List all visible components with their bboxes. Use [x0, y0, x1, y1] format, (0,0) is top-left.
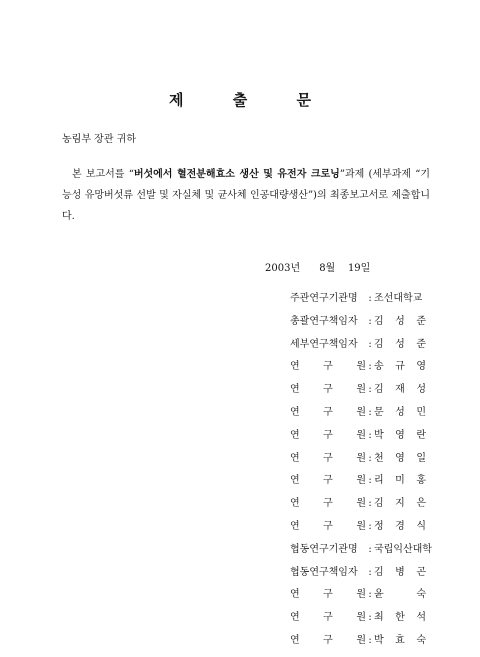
staff-row [290, 429, 432, 452]
staff-colon: : [368, 543, 372, 555]
staff-row [290, 497, 432, 520]
staff-role: 연 구 원 [290, 634, 366, 646]
staff-row [290, 338, 432, 361]
submission-date [265, 259, 370, 274]
staff-row [290, 634, 432, 657]
staff-role: 연 구 원 [290, 475, 366, 487]
recipient-line: 농림부 장관 귀하 [62, 134, 136, 145]
staff-colon: : [368, 634, 372, 646]
staff-role: 연 구 원 [290, 384, 366, 396]
staff-colon: : [368, 566, 372, 578]
staff-row [290, 566, 432, 589]
staff-colon: : [368, 589, 372, 601]
staff-colon: : [368, 315, 372, 327]
staff-name: 박 영 란 [374, 429, 426, 441]
staff-role: 연 구 원 [290, 612, 366, 624]
staff-role: 연 구 원 [290, 361, 366, 373]
staff-role: 총괄연구책임자 [290, 315, 358, 327]
date-month: 8월 [319, 263, 336, 274]
submission-statement [62, 164, 430, 227]
staff-role: 연 구 원 [290, 429, 366, 441]
staff-colon: : [368, 293, 372, 304]
staff-colon: : [368, 361, 372, 373]
statement-prefix: 본 보고서를 “ [72, 169, 134, 180]
project-title: 버섯에서 혈전분해효소 생산 및 유전자 크로닝 [133, 169, 340, 180]
staff-name: 정 경 식 [374, 520, 426, 532]
staff-name: 김 재 성 [374, 384, 426, 396]
staff-name: 리 미 홍 [374, 475, 426, 487]
staff-name: 송 규 영 [374, 361, 426, 373]
staff-row [290, 543, 432, 566]
staff-colon: : [368, 429, 372, 441]
staff-name: 천 영 일 [374, 452, 426, 464]
staff-role: 연 구 원 [290, 406, 366, 418]
staff-row [290, 292, 432, 315]
staff-row [290, 520, 432, 543]
staff-role: 연 구 원 [290, 498, 366, 510]
staff-name: 문 성 민 [374, 406, 426, 418]
staff-colon: : [368, 475, 372, 487]
date-day: 19일 [347, 263, 371, 274]
staff-name: 김 병 곤 [374, 566, 426, 578]
document-title: 제 출 문 [169, 91, 333, 109]
staff-name: 조선대학교 [374, 293, 423, 304]
staff-colon: : [368, 384, 372, 396]
staff-name: 김 성 준 [374, 338, 426, 350]
staff-colon: : [368, 612, 372, 624]
staff-name: 김 지 은 [374, 498, 426, 510]
staff-name: 윤 숙 [374, 589, 426, 601]
staff-colon: : [368, 520, 372, 532]
staff-list [290, 292, 432, 657]
staff-row [290, 474, 432, 497]
staff-role: 협동연구기관명 [290, 543, 358, 555]
staff-role: 세부연구책임자 [290, 338, 358, 350]
staff-name: 박 효 숙 [374, 634, 426, 646]
date-year: 2003년 [265, 263, 301, 274]
staff-role: 연 구 원 [290, 520, 366, 532]
staff-row [290, 315, 432, 338]
statement-suffix: ”과제 (세부과제 “기능성 유망버섯류 선발 및 자실체 및 균사체 인공대량생산”)의 최종보고서로 제출합니다. [62, 169, 430, 222]
staff-name: 김 성 준 [374, 315, 426, 327]
staff-name: 국립익산대학 [374, 543, 432, 555]
staff-colon: : [368, 338, 372, 350]
staff-colon: : [368, 406, 372, 418]
staff-name: 최 한 석 [374, 612, 426, 624]
staff-colon: : [368, 498, 372, 510]
staff-row [290, 611, 432, 634]
staff-row [290, 588, 432, 611]
staff-row [290, 383, 432, 406]
staff-role: 연 구 원 [290, 452, 366, 464]
staff-role: 연 구 원 [290, 589, 366, 601]
staff-row [290, 360, 432, 383]
staff-role: 협동연구책임자 [290, 566, 358, 578]
staff-role: 주관연구기관명 [290, 293, 358, 304]
staff-row [290, 406, 432, 429]
staff-colon: : [368, 452, 372, 464]
staff-row [290, 452, 432, 475]
